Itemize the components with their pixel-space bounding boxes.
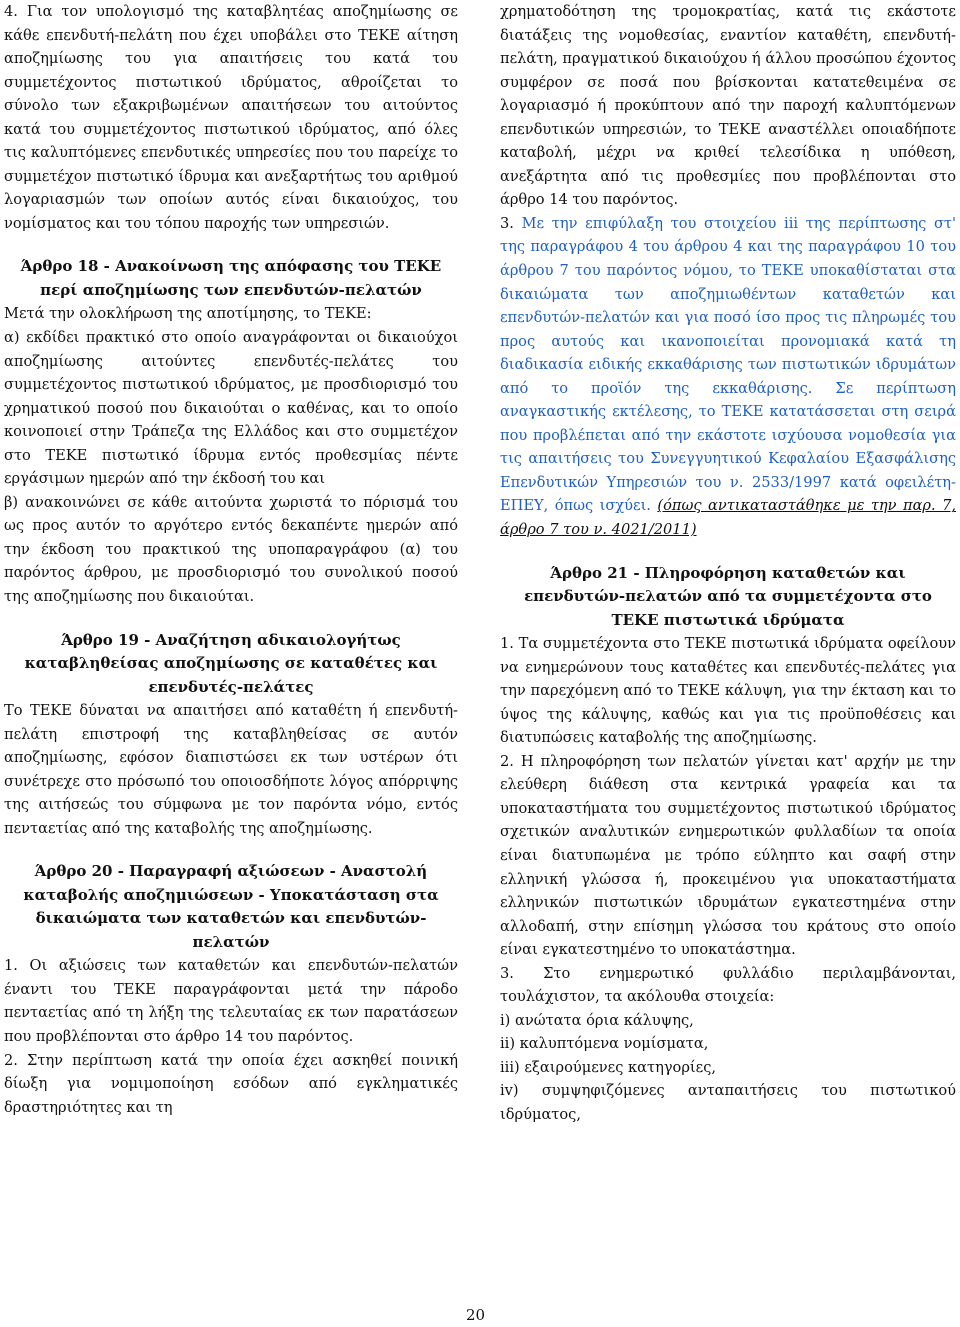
list-item-iv: iv) συμψηφιζόμενες ανταπαιτήσεις του πιστωτικού ιδρύματος, (500, 1082, 956, 1124)
article-20-paragraph-1: 1. Οι αξιώσεις των καταθετών και επενδυτών-πελατών έναντι του ΤΕΚΕ παραγράφονται μετά την πάροδο πενταετίας από τη λήξη της τελευταίας εκ των παρατάσεων που προβλέπονται στο άρθρο 14 του παρόντος. (4, 957, 458, 1045)
right-column (500, 0, 956, 1127)
paragraph-3-number: 3. (500, 214, 514, 232)
article-20-heading: Άρθρο 20 - Παραγραφή αξιώσεων - Αναστολή καταβολής αποζημιώσεων - Υποκατάσταση στα δικαιώματα των καταθετών και επενδυτών-πελατών (23, 862, 439, 951)
article-18-item-a: α) εκδίδει πρακτικό στο οποίο αναγράφονται οι δικαιούχοι αποζημίωσης αιτούντες επενδυτές-πελάτες του συμμετέχοντος πιστωτικού ιδρύματος, με προσδιορισμό του χρηματικού ποσού που δικαιούται ο καθένας, και το οποίο κοινοποιεί στην Τράπεζα της Ελλάδος και στο συμμετέχον στο ΤΕΚΕ πιστωτικό ίδρυμα εντός προθεσμίας πέντε εργάσιμων ημερών από την έκδοσή του και (4, 329, 458, 488)
amended-text: Με την επιφύλαξη του στοιχείου iii της περίπτωσης στ' της παραγράφου 4 του άρθρου 4 και της παραγράφου 10 του άρθρου 7 του παρόντος νόμου, το ΤΕΚΕ υποκαθίσταται στα δικαιώματα των αποζημιωθέντων καταθετών και επενδυτών-πελατών και για ποσό ίσο προς τις πληρωμές του προς αυτούς και ικανοποιείται προνομιακά κατά τη διαδικασία ειδικής εκκαθάρισης των πιστωτικών ιδρυμάτων από το προϊόν της εκκαθάρισης. Σε περίπτωση αναγκαστικής εκτέλεσης, το ΤΕΚΕ κατατάσσεται στη σειρά που προβλέπεται από την εκάστοτε ισχύουσα νομοθεσία για τις απαιτήσεις του Συνεγγυητικού Κεφαλαίου Εξασφάλισης Επενδυτικών Υπηρεσιών του ν. 2533/1997 κατά οφειλέτη-ΕΠΕΥ, όπως ισχύει. (500, 214, 956, 515)
article-20-paragraph-3 (500, 212, 956, 542)
article-19-heading: Άρθρο 19 - Αναζήτηση αδικαιολογήτως καταβληθείσας αποζημίωσης σε καταθέτες και επενδυτές-πελάτες (24, 630, 438, 696)
article-20-paragraph-2: 2. Στην περίπτωση κατά την οποία έχει ασκηθεί ποινική δίωξη για νομιμοποίηση εσόδων από εγκληματικές δραστηριότητες και τη (4, 1051, 458, 1116)
list-item-ii: ii) καλυπτόμενα νομίσματα, (500, 1035, 709, 1053)
page-number: 20 (466, 1306, 486, 1324)
left-column (4, 0, 458, 1119)
article-21-paragraph-1: 1. Τα συμμετέχοντα στο ΤΕΚΕ πιστωτικά ιδρύματα οφείλουν να ενημερώνουν τους καταθέτες και επενδυτές-πελάτες για την παρεχόμενη από το ΤΕΚΕ κάλυψη, για την έκταση και το ύψος της κάλυψης, καθώς και για τις προϋποθέσεις και διατυπώσεις καταβολής της αποζημίωσης. (500, 635, 956, 747)
article-19-text: Το ΤΕΚΕ δύναται να απαιτήσει από καταθέτη ή επενδυτή-πελάτη επιστροφή της καταβληθείσας σε αυτόν αποζημίωσης, εφόσον διαπιστώσει εκ των υστέρων ότι συνέτρεχε στο πρόσωπό του οποιοσδήποτε λόγος απόρριψης της αιτήσεώς του σύμφωνα με τον παρόντα νόμο, εντός πενταετίας από της καταβολής της αποζημίωσης. (4, 702, 458, 837)
amendment-note: (όπως αντικαταστάθηκε με την παρ. 7, άρθρο 7 του ν. 4021/2011) (500, 497, 956, 539)
article-21-heading: Άρθρο 21 - Πληροφόρηση καταθετών και επενδυτών-πελατών από τα συμμετέχοντα στο ΤΕΚΕ πιστωτικά ιδρύματα (524, 563, 932, 629)
article-20-paragraph-2-continued: χρηματοδότηση της τρομοκρατίας, κατά τις εκάστοτε διατάξεις της νομοθεσίας, εναντίον καταθέτη, επενδυτή-πελάτη, πραγματικού δικαιούχου ή άλλου προσώπου έχοντος συμφέρον σε ποσά που βρίσκονται κατατεθειμένα σε λογαριασμό ή προκύπτουν από την παροχή καλυπτόμενων επενδυτικών υπηρεσιών, το ΤΕΚΕ αναστέλλει οποιαδήποτε καταβολή, μέχρι να κριθεί τελεσίδικα η υπόθεση, ανεξάρτητα από τις προθεσμίες που προβλέπονται στο άρθρο 14 του παρόντος. (500, 3, 956, 209)
article-17-paragraph-4: 4. Για τον υπολογισμό της καταβλητέας αποζημίωσης σε κάθε επενδυτή-πελάτη που έχει υποβάλει στο ΤΕΚΕ αίτηση αποζημίωσης του για απαιτήσεις του κατά του συμμετέχοντος πιστωτικού ιδρύματος, αθροίζεται το σύνολο των εξακριβωμένων απαιτήσεων του αιτούντος κατά του συμμετέχοντος πιστωτικού ιδρύματος, από όλες τις καλυπτόμενες επενδυτικές υπηρεσίες που του παρείχε το συμμετέχον πιστωτικό ίδρυμα και ανεξαρτήτως του αριθμού λογαριασμών των οποίων αυτός είναι δικαιούχος, του νομίσματος και του τόπου παροχής των υπηρεσιών. (4, 3, 458, 232)
list-item-i: i) ανώτατα όρια κάλυψης, (500, 1011, 694, 1029)
article-21-paragraph-2: 2. Η πληροφόρηση των πελατών γίνεται κατ' αρχήν με την ελεύθερη διάθεση στα κεντρικά γραφεία και τα υποκαταστήματα του συμμετέχοντος πιστωτικού ιδρύματος σχετικών αναλυτικών ενημερωτικών φυλλαδίων τα οποία είναι διατυπωμένα με τρόπο εύληπτο και σαφή στην ελληνική γλώσσα ή, προκειμένου για υποκαταστήματα ελληνικών πιστωτικών ιδρυμάτων εγκατεστημένα στην αλλοδαπή, στην επίσημη γλώσσα του κράτους στο οποίο είναι εγκατεστημένο το υποκατάστημα. (500, 752, 956, 959)
article-21-paragraph-3: 3. Στο ενημερωτικό φυλλάδιο περιλαμβάνονται, τουλάχιστον, τα ακόλουθα στοιχεία: (500, 964, 956, 1006)
article-18-intro: Μετά την ολοκλήρωση της αποτίμησης, το ΤΕΚΕ: (4, 305, 372, 323)
list-item-iii: iii) εξαιρούμενες κατηγορίες, (500, 1058, 717, 1076)
article-18-item-b: β) ανακοινώνει σε κάθε αιτούντα χωριστά το πόρισμά του ως προς αυτόν το αργότερο εντός δεκαπέντε ημερών από την έκδοση του πρακτικού της υποπαραγράφου (α) του παρόντος άρθρου, με προσδιορισμό του συνολικού ποσού της αποζημίωσης που δικαιούται. (4, 493, 458, 606)
article-18-heading: Άρθρο 18 - Ανακοίνωση της απόφασης του ΤΕΚΕ περί αποζημίωσης των επενδυτών-πελατών (20, 257, 442, 299)
